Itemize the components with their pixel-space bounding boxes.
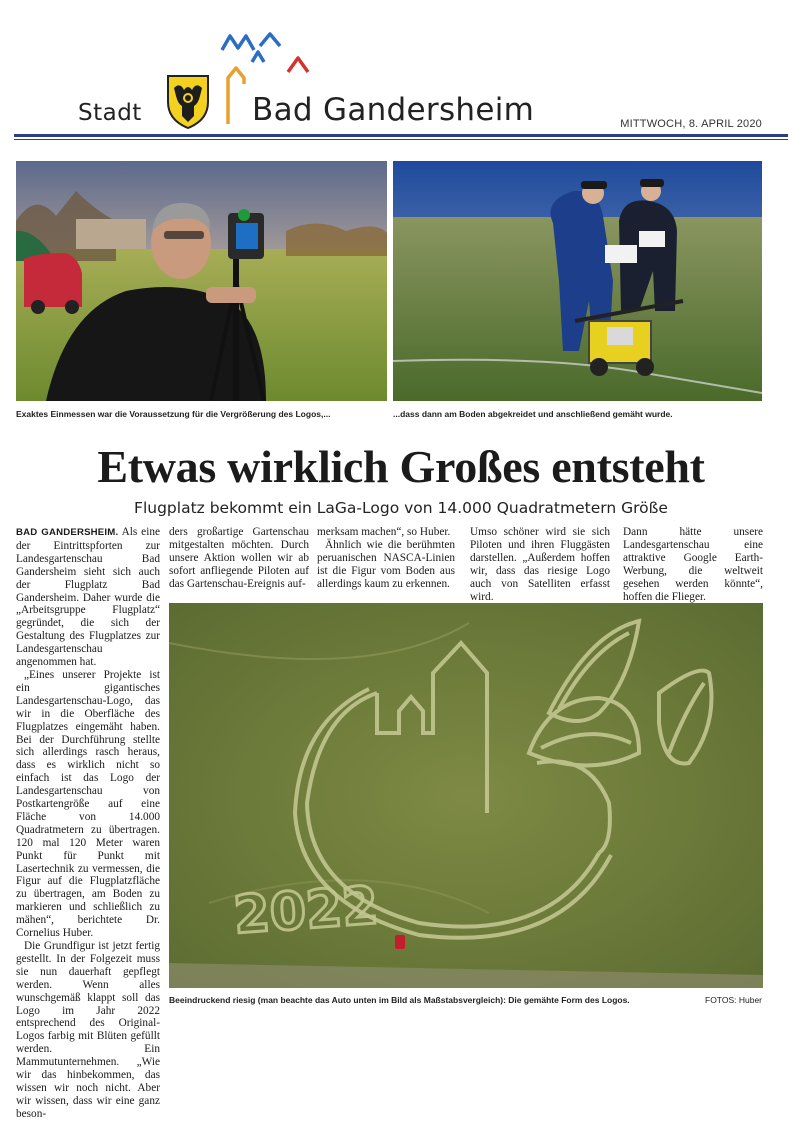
article-column-4 <box>470 526 610 603</box>
coat-of-arms-icon <box>164 72 212 130</box>
photo-chalking-field <box>393 161 762 401</box>
article-subhead: Flugplatz bekommt ein LaGa-Logo von 14.000 Quadratmetern Größe <box>134 499 668 517</box>
col3-paragraph-1: merksam machen“, so Huber. <box>317 526 451 538</box>
field-year-2022: 2022 <box>231 876 381 946</box>
caption-right-photo: ...dass dann am Boden abgekreidet und anschließend gemäht wurde. <box>393 409 673 419</box>
col4-paragraph: Umso schöner wird sie sich Piloten und ihren Fluggästen darstellen. „Außerdem hoffen wir, dass das riesige Logo auch von Satelliten erfasst wird. <box>470 526 610 603</box>
col2-paragraph: ders großartige Gartenschau mitgestalten möchten. Durch unsere Aktion wollen wir ab sofort anfliegende Piloten auf das Gartenschau-Ereignis auf- <box>169 526 309 590</box>
masthead-rule <box>14 134 788 137</box>
masthead-stadt: Stadt <box>78 100 142 126</box>
col1-paragraph-2: „Eines unserer Projekte ist ein gigantisches Landesgartenschau-Logo, das wir in die Oberfläche des Flugplatzes eingemäht haben. Bei der Durchführung stellte sich allerdings rasch heraus, dass es wirklich nicht so einfach ist das Logo der Landesgartenschau von Postkartengröße auf eine Fläche von 14.000 Quadratmetern zu übertragen. 120 mal 120 Meter waren Punkt für Punkt mit Lasertechnik zu vermessen, die Figur auf die Flugplatzfläche zu übertragen, am Boden zu markieren und schließlich zu mähen“, berichtete Dr. Cornelius Huber. <box>16 668 160 940</box>
article-column-2 <box>169 526 309 591</box>
photo-aerial-logo <box>169 603 763 988</box>
photo-credit: FOTOS: Huber <box>705 995 762 1005</box>
col5-paragraph: Dann hätte unsere Landesgartenschau eine attraktive Google Earth-Werbung, die weltweit gesehen werden könnte“, hoffen die Flieger. <box>623 526 763 603</box>
col3-paragraph-2: Ähnlich wie die berühmten peruanischen NASCA-Linien ist die Figur vom Boden aus allerdings kaum zu erkennen. <box>317 538 455 590</box>
col1-paragraph-3: Die Grundfigur ist jetzt fertig gestellt. In der Folgezeit muss sie nun dauerhaft gepflegt werden. Wenn alles wunschgemäß klappt soll das Logo im Jahr 2022 entsprechend des Original-Logos farbig mit Blüten gefüllt werden. Ein Mammutunternehmen. „Wie wir das hinbekommen, das wissen wir noch nicht. Aber wir wissen, dass wir eine ganz beson- <box>16 940 160 1120</box>
caption-aerial-photo: Beeindruckend riesig (man beachte das Auto unten im Bild als Maßstabsvergleich): Die gemähte Form des Logos. <box>169 995 630 1005</box>
col1-paragraph-1: Als eine der Eintrittspforten zur Landesgartenschau Bad Gandersheim sieht sich auch der Flugplatz Bad Gandersheim. Daher wurde die „Arbeitsgruppe Flugplatz“ gegründet, die sich der Gestaltung des Flugplatzes zur Landesgartenschau angenommen hat. <box>16 526 160 669</box>
issue-date: MITTWOCH, 8. APRIL 2020 <box>620 118 762 130</box>
masthead-rule-thin <box>14 139 788 140</box>
article-headline: Etwas wirklich Großes entsteht <box>97 441 705 492</box>
caption-left-photo: Exaktes Einmessen war die Voraussetzung für die Vergrößerung des Logos,... <box>16 409 331 419</box>
photo-laser-measuring <box>16 161 387 401</box>
article-dateline: BAD GANDERSHEIM. <box>16 527 119 538</box>
masthead-town: Bad Gandersheim <box>252 92 535 128</box>
article-column-3 <box>317 526 455 591</box>
article-column-1 <box>16 526 160 1121</box>
